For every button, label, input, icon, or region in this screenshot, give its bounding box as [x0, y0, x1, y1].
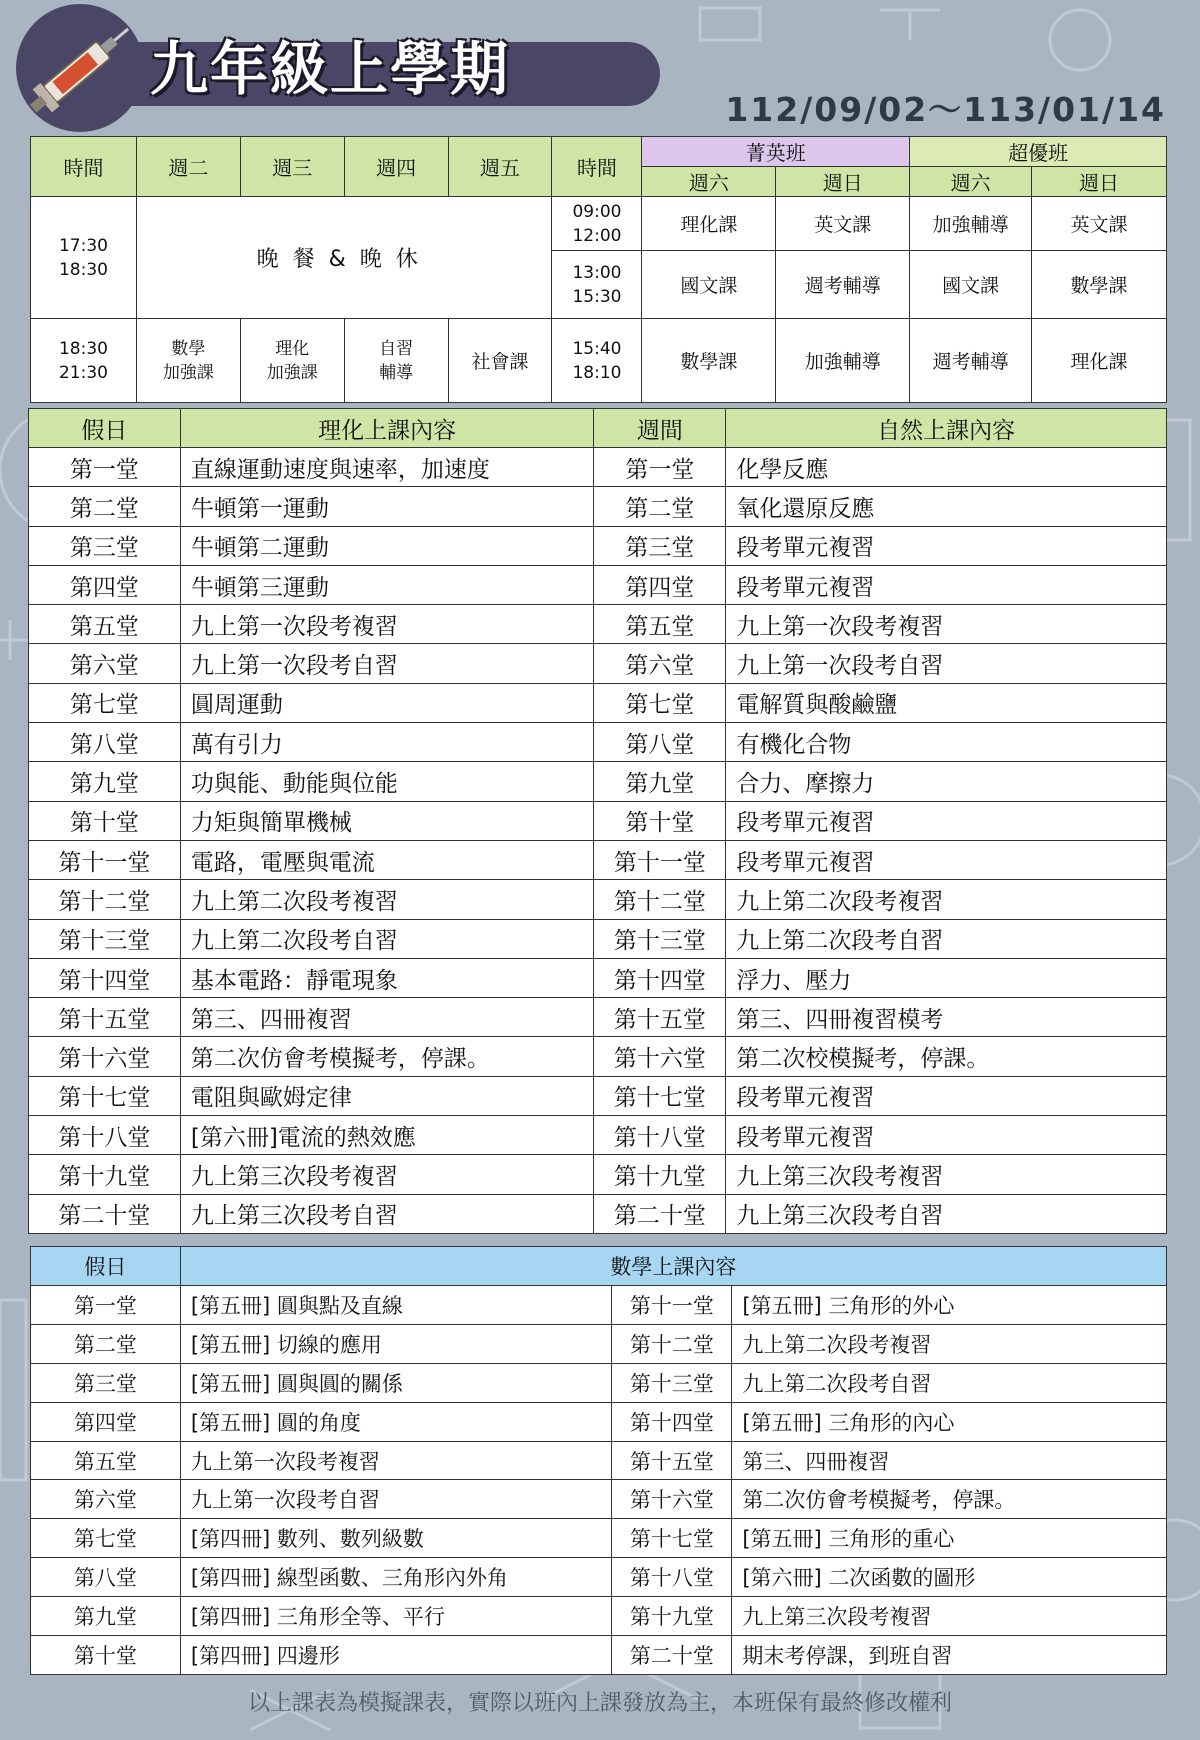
lesson-number-cell: 第三堂	[594, 526, 726, 565]
lesson-content-cell: 牛頓第二運動	[180, 526, 594, 565]
lesson-content-cell: 九上第三次段考複習	[732, 1597, 1167, 1636]
lesson-content-cell: [第五冊] 三角形的外心	[732, 1286, 1167, 1325]
evening-cell-line: 自習	[379, 338, 414, 359]
table-row	[29, 644, 1167, 683]
class-a-header: 菁英班	[642, 137, 910, 167]
table-row	[31, 1363, 1167, 1402]
lesson-number-cell: 第十三堂	[29, 919, 181, 958]
evening-cell	[344, 319, 448, 403]
lesson-number-cell: 第九堂	[31, 1597, 181, 1636]
lesson-number-cell: 第二十堂	[594, 1194, 726, 1233]
lesson-content-cell: 九上第三次段考複習	[180, 1155, 594, 1194]
time-header: 時間	[31, 137, 137, 197]
table-row	[29, 526, 1167, 565]
lesson-number-cell: 第十一堂	[594, 840, 726, 879]
table-row	[29, 605, 1167, 644]
lesson-number-cell: 第十九堂	[594, 1155, 726, 1194]
lesson-number-cell: 第十八堂	[612, 1558, 732, 1597]
table-row	[29, 565, 1167, 604]
lesson-content-cell: 基本電路：靜電現象	[180, 958, 594, 997]
evening-cell-line: 加強課	[266, 362, 318, 383]
weekend-time-cell	[552, 251, 642, 319]
lesson-content-cell: 電路，電壓與電流	[180, 840, 594, 879]
lesson-content-cell: 九上第一次段考複習	[726, 605, 1167, 644]
lesson-number-cell: 第七堂	[29, 683, 181, 722]
lesson-content-cell: 九上第一次段考複習	[180, 605, 594, 644]
lesson-number-cell: 第八堂	[594, 723, 726, 762]
lesson-number-cell: 第十五堂	[612, 1441, 732, 1480]
lesson-content-cell: [第五冊] 圓與圓的關係	[180, 1363, 612, 1402]
lesson-content-cell: 九上第一次段考複習	[180, 1441, 612, 1480]
lesson-number-cell: 第十四堂	[594, 958, 726, 997]
weekend-header: 週六	[910, 167, 1032, 197]
schedule-cell: 加強輔導	[776, 319, 910, 403]
lesson-content-cell: 九上第二次段考自習	[732, 1363, 1167, 1402]
schedule-cell: 英文課	[776, 197, 910, 251]
table-row	[29, 880, 1167, 919]
lesson-number-cell: 第十二堂	[29, 880, 181, 919]
lesson-content-cell: 第三、四冊複習模考	[726, 998, 1167, 1037]
weekday-header: 週二	[136, 137, 240, 197]
table-row	[29, 1076, 1167, 1115]
weekly-schedule-table	[30, 136, 1167, 403]
evening-cell: 社會課	[448, 319, 552, 403]
lesson-number-cell: 第十七堂	[612, 1519, 732, 1558]
lesson-content-cell: 牛頓第三運動	[180, 565, 594, 604]
evening-cell	[136, 319, 240, 403]
lesson-content-cell: [第五冊] 切線的應用	[180, 1324, 612, 1363]
table-row	[31, 1558, 1167, 1597]
lesson-content-cell: 圓周運動	[180, 683, 594, 722]
time-start: 13:00	[572, 262, 622, 283]
time-end: 15:30	[572, 286, 622, 307]
table-row	[29, 448, 1167, 487]
page-title: 九年級上學期	[150, 35, 511, 103]
lesson-content-cell: [第五冊] 三角形的內心	[732, 1402, 1167, 1441]
schedule-cell: 週考輔導	[910, 319, 1032, 403]
weekday-header: 週四	[344, 137, 448, 197]
lesson-number-cell: 第五堂	[594, 605, 726, 644]
table-row	[29, 1155, 1167, 1194]
lesson-content-cell: 九上第一次段考自習	[180, 1480, 612, 1519]
lesson-content-cell: 九上第三次段考自習	[726, 1194, 1167, 1233]
table-row	[29, 683, 1167, 722]
lesson-content-cell: 力矩與簡單機械	[180, 801, 594, 840]
column-header: 週間	[594, 409, 726, 448]
lesson-content-cell: 段考單元複習	[726, 801, 1167, 840]
lesson-number-cell: 第八堂	[29, 723, 181, 762]
time-end: 18:30	[58, 259, 108, 280]
lesson-content-cell: 浮力、壓力	[726, 958, 1167, 997]
lesson-number-cell: 第十堂	[31, 1636, 181, 1675]
lesson-content-cell: 九上第三次段考自習	[180, 1194, 594, 1233]
table-row	[29, 840, 1167, 879]
time-start: 18:30	[58, 338, 108, 359]
lesson-content-cell: 第三、四冊複習	[180, 998, 594, 1037]
column-header: 數學上課內容	[180, 1247, 1166, 1286]
lesson-content-cell: 九上第三次段考複習	[726, 1155, 1167, 1194]
table-row	[29, 1194, 1167, 1233]
lesson-number-cell: 第三堂	[31, 1363, 181, 1402]
lesson-number-cell: 第十一堂	[29, 840, 181, 879]
schedule-cell: 理化課	[642, 197, 776, 251]
evening-cell-line: 加強課	[162, 362, 214, 383]
lesson-content-cell: 合力、摩擦力	[726, 762, 1167, 801]
table-row	[29, 723, 1167, 762]
lesson-content-cell: 段考單元複習	[726, 526, 1167, 565]
lesson-number-cell: 第二十堂	[612, 1636, 732, 1675]
lesson-number-cell: 第一堂	[594, 448, 726, 487]
lesson-number-cell: 第四堂	[594, 565, 726, 604]
evening-cell-line: 理化	[275, 338, 310, 359]
lesson-content-cell: 九上第一次段考自習	[180, 644, 594, 683]
schedule-cell: 國文課	[642, 251, 776, 319]
lesson-content-cell: [第四冊] 數列、數列級數	[180, 1519, 612, 1558]
table-row	[31, 1636, 1167, 1675]
lesson-content-cell: 段考單元複習	[726, 565, 1167, 604]
lesson-number-cell: 第一堂	[31, 1286, 181, 1325]
lesson-number-cell: 第十九堂	[612, 1597, 732, 1636]
evening-cell	[240, 319, 344, 403]
lesson-content-cell: 牛頓第一運動	[180, 487, 594, 526]
schedule-cell: 數學課	[642, 319, 776, 403]
lesson-number-cell: 第二十堂	[29, 1194, 181, 1233]
lesson-number-cell: 第四堂	[29, 565, 181, 604]
logo-badge	[16, 4, 144, 132]
lesson-number-cell: 第十一堂	[612, 1286, 732, 1325]
table-row	[29, 762, 1167, 801]
lesson-number-cell: 第十堂	[29, 801, 181, 840]
lesson-number-cell: 第十二堂	[594, 880, 726, 919]
weekend-header: 週六	[642, 167, 776, 197]
column-header: 假日	[31, 1247, 181, 1286]
lesson-number-cell: 第六堂	[31, 1480, 181, 1519]
time-start: 15:40	[572, 338, 622, 359]
syringe-icon	[16, 4, 144, 132]
lesson-number-cell: 第八堂	[31, 1558, 181, 1597]
evening-cell-line: 數學	[171, 338, 206, 359]
lesson-content-cell: 電阻與歐姆定律	[180, 1076, 594, 1115]
lesson-content-cell: 九上第二次段考複習	[726, 880, 1167, 919]
lesson-content-cell: 九上第一次段考自習	[726, 644, 1167, 683]
time-header-right: 時間	[552, 137, 642, 197]
lesson-number-cell: 第十八堂	[594, 1116, 726, 1155]
lesson-number-cell: 第七堂	[594, 683, 726, 722]
lesson-content-cell: 第三、四冊複習	[732, 1441, 1167, 1480]
table-row	[29, 1116, 1167, 1155]
schedule-cell: 數學課	[1032, 251, 1167, 319]
lesson-number-cell: 第十二堂	[612, 1324, 732, 1363]
schedule-cell: 加強輔導	[910, 197, 1032, 251]
schedule-cell: 英文課	[1032, 197, 1167, 251]
table-row	[31, 1402, 1167, 1441]
lesson-number-cell: 第十六堂	[594, 1037, 726, 1076]
time-start: 17:30	[58, 235, 108, 256]
lesson-number-cell: 第十堂	[594, 801, 726, 840]
lesson-number-cell: 第二堂	[31, 1324, 181, 1363]
table-row	[29, 958, 1167, 997]
table-row	[31, 1597, 1167, 1636]
schedule-cell: 國文課	[910, 251, 1032, 319]
lesson-number-cell: 第六堂	[29, 644, 181, 683]
table-row	[31, 1324, 1167, 1363]
table-row	[31, 1286, 1167, 1325]
schedule-cell: 週考輔導	[776, 251, 910, 319]
table-row	[29, 998, 1167, 1037]
table-row	[31, 1519, 1167, 1558]
lesson-number-cell: 第一堂	[29, 448, 181, 487]
table-row	[29, 801, 1167, 840]
lesson-content-cell: 九上第二次段考複習	[180, 880, 594, 919]
lesson-number-cell: 第十七堂	[29, 1076, 181, 1115]
lesson-number-cell: 第七堂	[31, 1519, 181, 1558]
lesson-content-cell: 段考單元複習	[726, 840, 1167, 879]
lesson-content-cell: [第五冊] 三角形的重心	[732, 1519, 1167, 1558]
column-header: 假日	[29, 409, 181, 448]
lesson-number-cell: 第十八堂	[29, 1116, 181, 1155]
time-end: 21:30	[58, 362, 108, 383]
lesson-number-cell: 第十九堂	[29, 1155, 181, 1194]
lesson-content-cell: [第六冊]電流的熱效應	[180, 1116, 594, 1155]
weekend-time-cell	[552, 197, 642, 251]
lesson-content-cell: [第四冊] 四邊形	[180, 1636, 612, 1675]
lesson-number-cell: 第十五堂	[29, 998, 181, 1037]
table-row	[31, 1480, 1167, 1519]
science-curriculum-table	[28, 408, 1167, 1234]
weekday-header: 週五	[448, 137, 552, 197]
lesson-number-cell: 第十六堂	[612, 1480, 732, 1519]
column-header: 理化上課內容	[180, 409, 594, 448]
lesson-content-cell: 直線運動速度與速率，加速度	[180, 448, 594, 487]
lesson-number-cell: 第十六堂	[29, 1037, 181, 1076]
table-row	[29, 1037, 1167, 1076]
lesson-content-cell: 第二次校模擬考，停課。	[726, 1037, 1167, 1076]
class-b-header: 超優班	[910, 137, 1167, 167]
lesson-content-cell: 期末考停課，到班自習	[732, 1636, 1167, 1675]
table-row	[29, 919, 1167, 958]
evening-time-cell	[31, 319, 137, 403]
lesson-content-cell: 萬有引力	[180, 723, 594, 762]
time-start: 09:00	[572, 201, 622, 222]
lesson-content-cell: [第四冊] 三角形全等、平行	[180, 1597, 612, 1636]
time-end: 18:10	[572, 362, 622, 383]
lesson-number-cell: 第三堂	[29, 526, 181, 565]
weekend-header: 週日	[1032, 167, 1167, 197]
evening-cell-line: 輔導	[379, 362, 414, 383]
math-curriculum-table	[30, 1246, 1167, 1675]
lesson-number-cell: 第二堂	[29, 487, 181, 526]
lesson-content-cell: 段考單元複習	[726, 1116, 1167, 1155]
lesson-number-cell: 第四堂	[31, 1402, 181, 1441]
lesson-number-cell: 第十四堂	[29, 958, 181, 997]
lesson-content-cell: [第五冊] 圓的角度	[180, 1402, 612, 1441]
table-row	[31, 1441, 1167, 1480]
lesson-number-cell: 第十三堂	[612, 1363, 732, 1402]
disclaimer-footer: 以上課表為模擬課表，實際以班內上課發放為主，本班保有最終修改權利	[247, 1691, 952, 1716]
lesson-content-cell: 九上第二次段考自習	[726, 919, 1167, 958]
lesson-content-cell: 第二次仿會考模擬考，停課。	[180, 1037, 594, 1076]
lesson-content-cell: 段考單元複習	[726, 1076, 1167, 1115]
lesson-content-cell: 九上第二次段考自習	[180, 919, 594, 958]
lesson-number-cell: 第十七堂	[594, 1076, 726, 1115]
lesson-number-cell: 第六堂	[594, 644, 726, 683]
schedule-cell: 理化課	[1032, 319, 1167, 403]
lesson-number-cell: 第十三堂	[594, 919, 726, 958]
lesson-content-cell: 電解質與酸鹼鹽	[726, 683, 1167, 722]
column-header: 自然上課內容	[726, 409, 1167, 448]
table-row	[29, 487, 1167, 526]
lesson-content-cell: [第四冊] 線型函數、三角形內外角	[180, 1558, 612, 1597]
lesson-number-cell: 第九堂	[594, 762, 726, 801]
dinner-time-cell	[31, 197, 137, 319]
lesson-content-cell: 化學反應	[726, 448, 1167, 487]
lesson-content-cell: 第二次仿會考模擬考，停課。	[732, 1480, 1167, 1519]
lesson-content-cell: 有機化合物	[726, 723, 1167, 762]
lesson-number-cell: 第五堂	[31, 1441, 181, 1480]
lesson-number-cell: 第十五堂	[594, 998, 726, 1037]
dinner-break-cell: 晚餐&晚休	[136, 197, 552, 319]
lesson-content-cell: 九上第二次段考複習	[732, 1324, 1167, 1363]
lesson-number-cell: 第二堂	[594, 487, 726, 526]
lesson-content-cell: 功與能、動能與位能	[180, 762, 594, 801]
lesson-number-cell: 第九堂	[29, 762, 181, 801]
lesson-number-cell: 第五堂	[29, 605, 181, 644]
time-end: 12:00	[572, 225, 622, 246]
lesson-content-cell: [第六冊] 二次函數的圖形	[732, 1558, 1167, 1597]
weekend-time-cell	[552, 319, 642, 403]
weekday-header: 週三	[240, 137, 344, 197]
date-range: 112/09/02～113/01/14	[725, 90, 1166, 129]
lesson-content-cell: [第五冊] 圓與點及直線	[180, 1286, 612, 1325]
weekend-header: 週日	[776, 167, 910, 197]
lesson-number-cell: 第十四堂	[612, 1402, 732, 1441]
lesson-content-cell: 氧化還原反應	[726, 487, 1167, 526]
